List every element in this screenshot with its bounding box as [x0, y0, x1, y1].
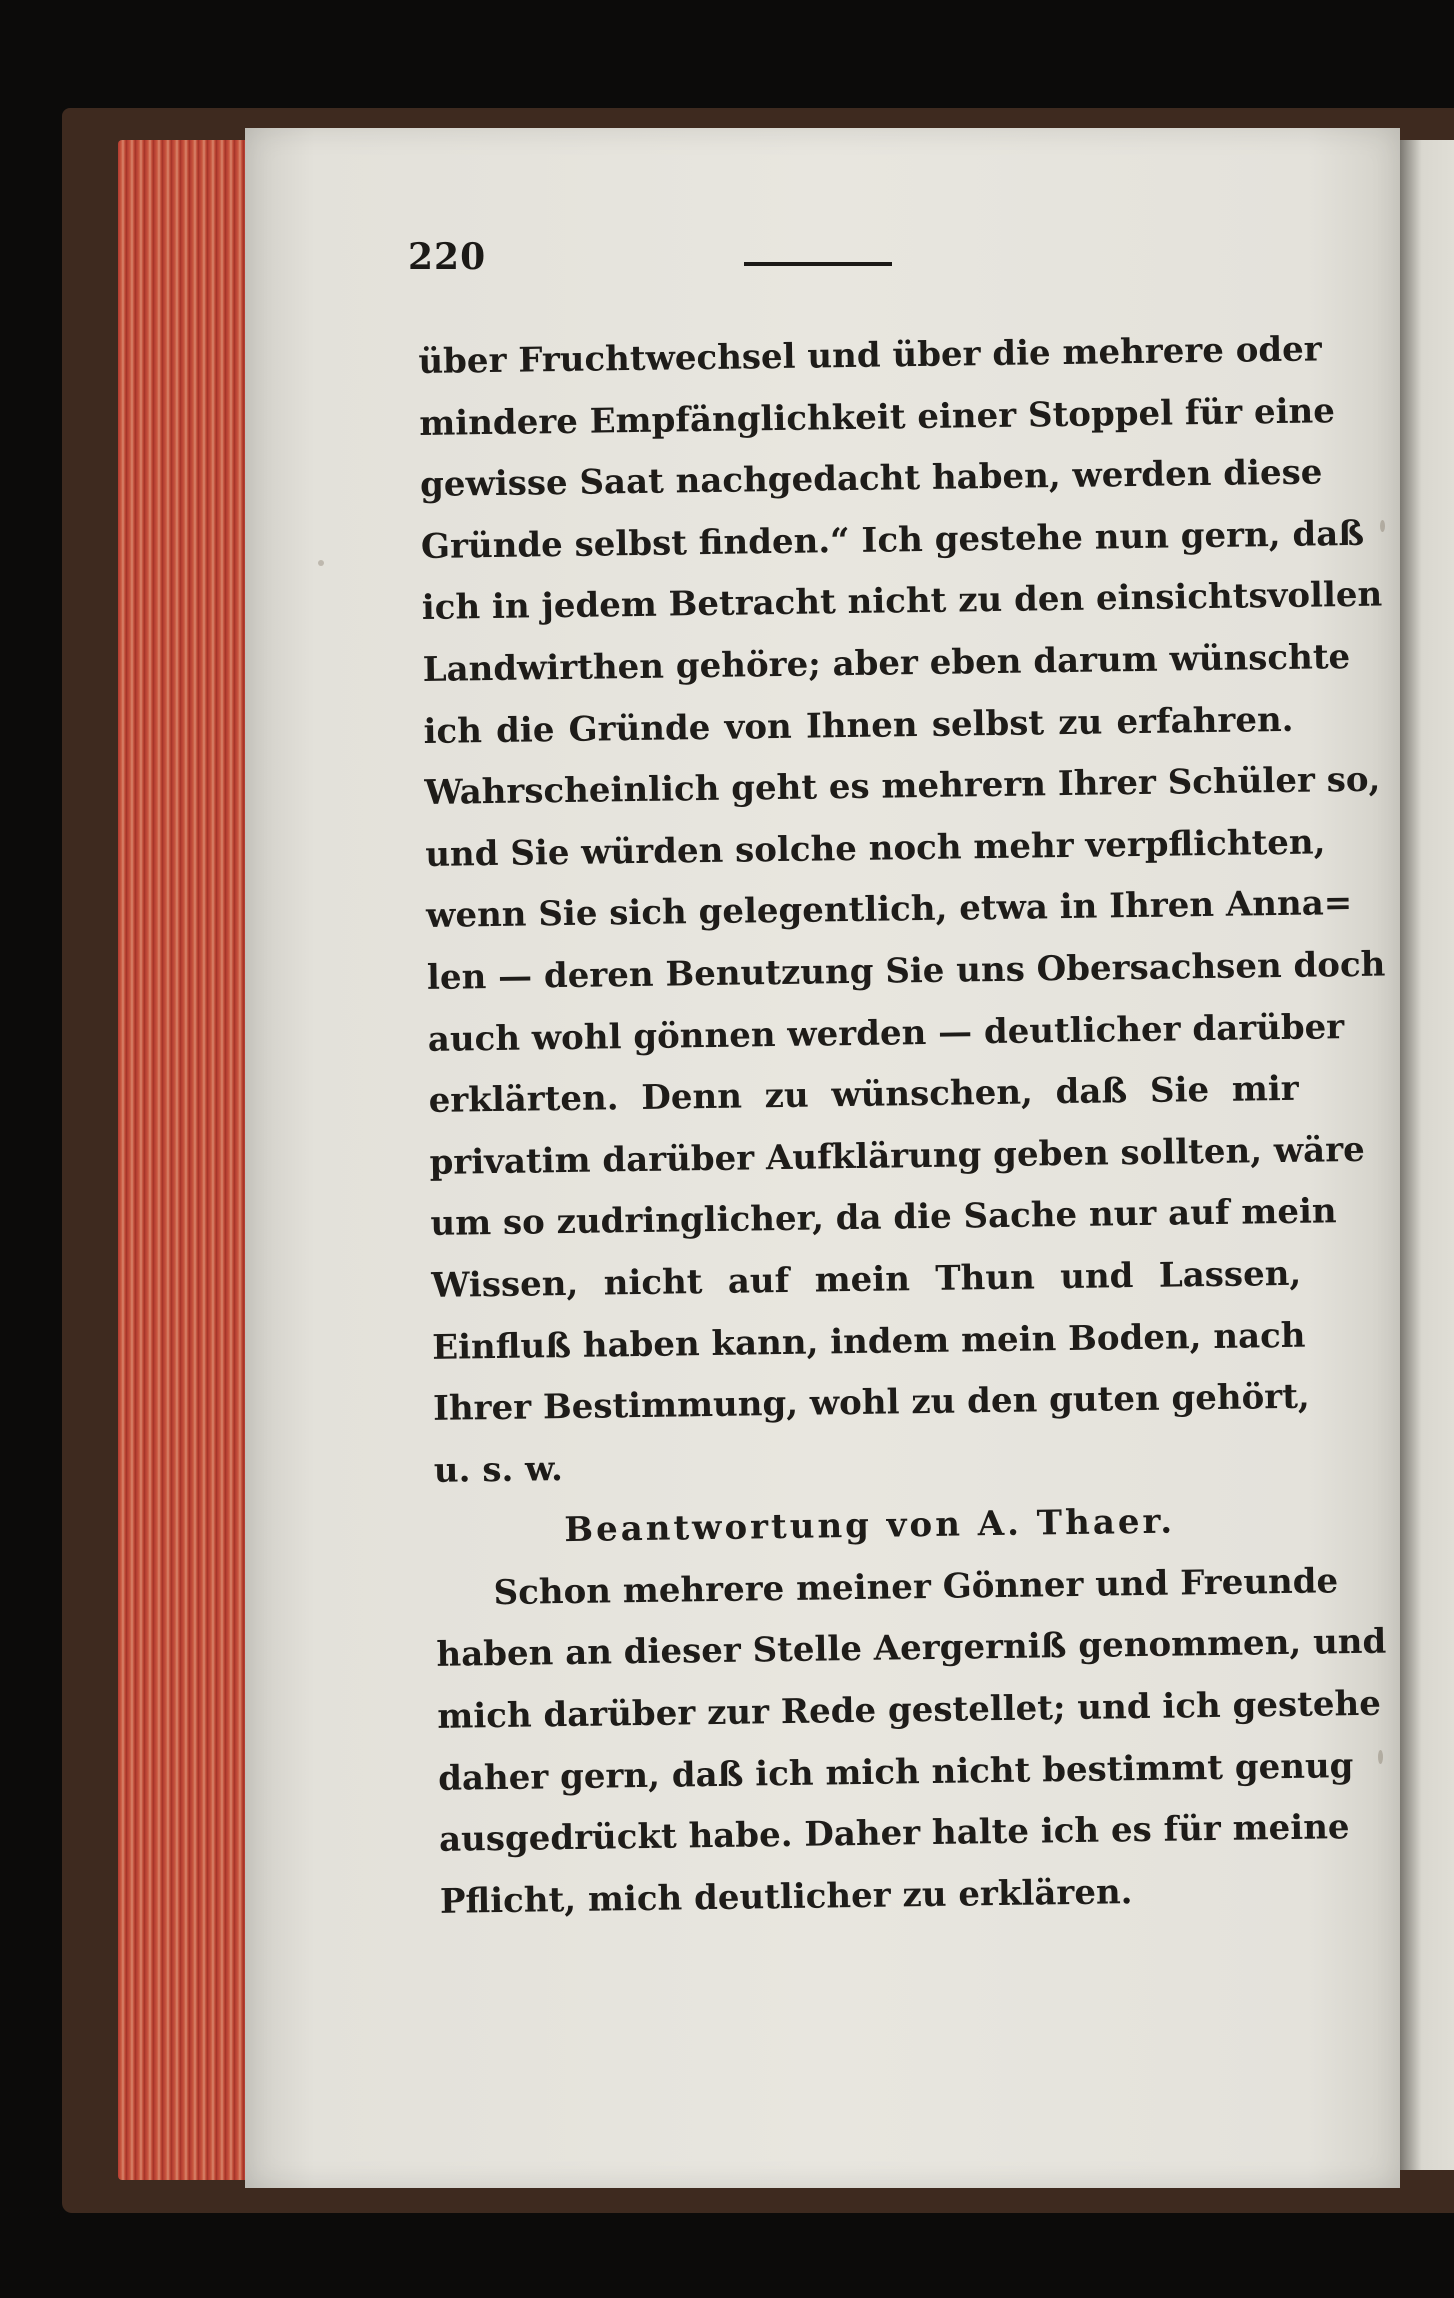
paper-stain [1378, 1750, 1383, 1764]
text-line: Wissen, nicht auf mein Thun und Lassen, [431, 1253, 1302, 1306]
text-line: mindere Empfänglichkeit einer Stoppel für eine [418, 390, 1336, 444]
text-line: gewisse Saat nachgedacht haben, werden diese [419, 452, 1323, 506]
text-line: ich die Gründe von Ihnen selbst zu erfahren. [423, 699, 1294, 752]
text-line: um so zudringlicher, da die Sache nur auf mein [430, 1191, 1337, 1245]
text-line: erklärten. Denn zu wünschen, daß Sie mir [428, 1068, 1299, 1122]
header-rule [744, 262, 892, 266]
answer-line: Pflicht, mich deutlicher zu erklären. [439, 1872, 1133, 1922]
text-line: auch wohl gönnen werden — deutlicher darüber [427, 1006, 1345, 1060]
paper-stain [318, 560, 324, 566]
text-line: Landwirthen gehöre; aber eben darum wünschte [422, 636, 1351, 690]
running-header [408, 236, 1308, 296]
text-line: wenn Sie sich gelegentlich, etwa in Ihren Anna= [425, 883, 1353, 937]
body-text [418, 320, 1387, 1933]
text-line: Wahrscheinlich geht es mehrern Ihrer Schüler so, [424, 759, 1381, 814]
text-line: privatim darüber Aufklärung geben sollten, wäre [429, 1129, 1365, 1183]
text-line: Ihrer Bestimmung, wohl zu den guten gehört, [432, 1376, 1311, 1429]
text-line: und Sie würden solche noch mehr verpflichten, [425, 822, 1326, 875]
paper-stain [1380, 520, 1385, 532]
text-line: Gründe selbst finden.“ Ich gestehe nun gern, daß [420, 513, 1365, 567]
facing-page-edge [1400, 140, 1454, 2170]
answer-line: mich darüber zur Rede gestellet; und ich gestehe [437, 1683, 1382, 1737]
page-number: 220 [408, 236, 487, 278]
text-line: u. s. w. [433, 1448, 564, 1491]
page-edges [118, 140, 258, 2180]
answer-line: daher gern, daß ich mich nicht bestimmt genug [437, 1745, 1354, 1799]
answer-line: ausgedrückt habe. Daher halte ich es für meine [438, 1807, 1350, 1861]
text-line: Einfluß haben kann, indem mein Boden, nach [431, 1315, 1306, 1368]
answer-line: haben an dieser Stelle Aergerniß genommen, und [436, 1622, 1387, 1676]
section-heading: Beantwortung von A. Thaer. [564, 1501, 1176, 1551]
text-line: len — deren Benutzung Sie uns Obersachsen doch [426, 944, 1386, 998]
text-line: über Fruchtwechsel und über die mehrere oder [418, 329, 1322, 382]
answer-line: Schon mehrere meiner Gönner und Freunde [493, 1561, 1339, 1613]
text-line: ich in jedem Betracht nicht zu den einsichtsvollen [421, 574, 1383, 629]
